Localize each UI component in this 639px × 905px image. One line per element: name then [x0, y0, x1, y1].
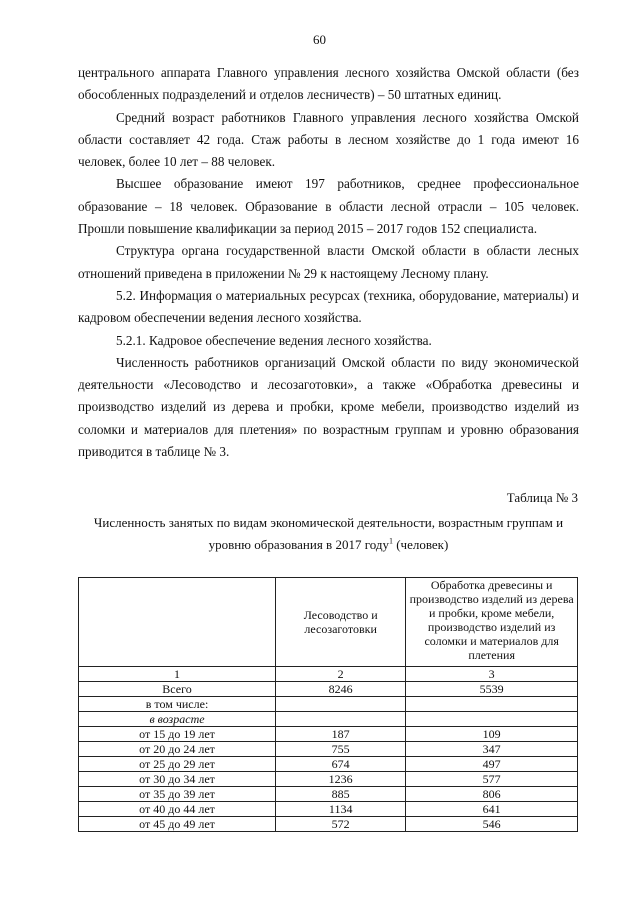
table-label: Таблица № 3 — [506, 490, 578, 505]
row-label: в том числе: — [79, 697, 276, 712]
table-row — [79, 787, 578, 802]
table-caption — [78, 512, 579, 556]
table-row — [79, 742, 578, 757]
value-cell — [276, 712, 406, 727]
paragraph: 5.2.1. Кадровое обеспечение ведения лесного хозяйства. — [116, 332, 432, 348]
row-label: от 45 до 49 лет — [79, 817, 276, 832]
paragraph: 5.2. Информация о материальных ресурсах (техника, оборудование, материалы) и кадровом обеспечении ведения лесного хозяйства. — [78, 287, 579, 326]
paragraph: Средний возраст работников Главного управления лесного хозяйства Омской области составляет 42 года. Стаж работы в лесном хозяйстве до 1 года имеют 16 человек, более 10 лет – 88 человек. — [78, 109, 579, 170]
column-number-row — [79, 667, 578, 682]
table-row — [79, 817, 578, 832]
table-row — [79, 757, 578, 772]
table-row — [79, 802, 578, 817]
paragraph: Структура органа государственной власти Омской области в области лесных отношений приведена в приложении № 29 к настоящему Лесному плану. — [78, 243, 579, 281]
row-label: от 20 до 24 лет — [79, 742, 276, 757]
column-number-1: 1 — [79, 667, 276, 682]
value-cell: 347 — [406, 742, 578, 757]
row-label: от 15 до 19 лет — [79, 727, 276, 742]
header-cell-1 — [79, 578, 276, 667]
row-label: от 30 до 34 лет — [79, 772, 276, 787]
value-cell: 577 — [406, 772, 578, 787]
value-cell: 1236 — [276, 772, 406, 787]
value-cell: 8246 — [276, 682, 406, 697]
paragraph: Высшее образование имеют 197 работников, среднее профессиональное образование – 18 человек. Образование в области лесной отрасли – 105 человек. Прошли повышение квалификации за период 2015 – 2017 годов 152 специалиста. — [78, 176, 579, 237]
row-label: Всего — [79, 682, 276, 697]
value-cell — [276, 697, 406, 712]
table-row — [79, 727, 578, 742]
row-label: в возрасте — [79, 712, 276, 727]
table-caption-text: Численность занятых по видам экономической деятельности, возрастным группам и уровню образования в 2017 году — [93, 515, 564, 552]
value-cell: 1134 — [276, 802, 406, 817]
table-row — [79, 772, 578, 787]
table-header-row — [79, 578, 578, 667]
header-cell-3: Обработка древесины и производство изделий из дерева и пробки, кроме мебели, производство изделий из соломки и материалов для плетения — [406, 578, 578, 667]
value-cell: 5539 — [406, 682, 578, 697]
table-caption-suffix: (человек) — [392, 537, 449, 552]
row-label: от 25 до 29 лет — [79, 757, 276, 772]
value-cell: 572 — [276, 817, 406, 832]
value-cell: 187 — [276, 727, 406, 742]
value-cell: 109 — [406, 727, 578, 742]
value-cell: 497 — [406, 757, 578, 772]
table-row — [79, 712, 578, 727]
column-number-3: 3 — [406, 667, 578, 682]
value-cell: 755 — [276, 742, 406, 757]
body-text — [78, 62, 579, 463]
paragraph: Численность работников организаций Омской области по виду экономической деятельности «Лесоводство и лесозаготовки», а также «Обработка древесины и производство изделий из дерева и пробки, кроме мебели, производство изделий из соломки и материалов для плетения» по возрастным группам и уровню образования приводится в таблице № 3. — [78, 354, 579, 460]
row-label: от 40 до 44 лет — [79, 802, 276, 817]
value-cell — [406, 712, 578, 727]
table-row — [79, 682, 578, 697]
value-cell: 674 — [276, 757, 406, 772]
table-row — [79, 697, 578, 712]
paragraph: центрального аппарата Главного управления лесного хозяйства Омской области (без обособленных подразделений и отделов лесничеств) – 50 штатных единиц. — [78, 65, 579, 103]
footnote-mark: 1 — [388, 536, 393, 546]
value-cell: 806 — [406, 787, 578, 802]
value-cell: 885 — [276, 787, 406, 802]
header-cell-2: Лесоводство и лесозаготовки — [276, 578, 406, 667]
column-number-2: 2 — [276, 667, 406, 682]
value-cell — [406, 697, 578, 712]
row-label: от 35 до 39 лет — [79, 787, 276, 802]
page-number: 60 — [313, 32, 326, 47]
value-cell: 641 — [406, 802, 578, 817]
data-table — [78, 577, 578, 832]
value-cell: 546 — [406, 817, 578, 832]
